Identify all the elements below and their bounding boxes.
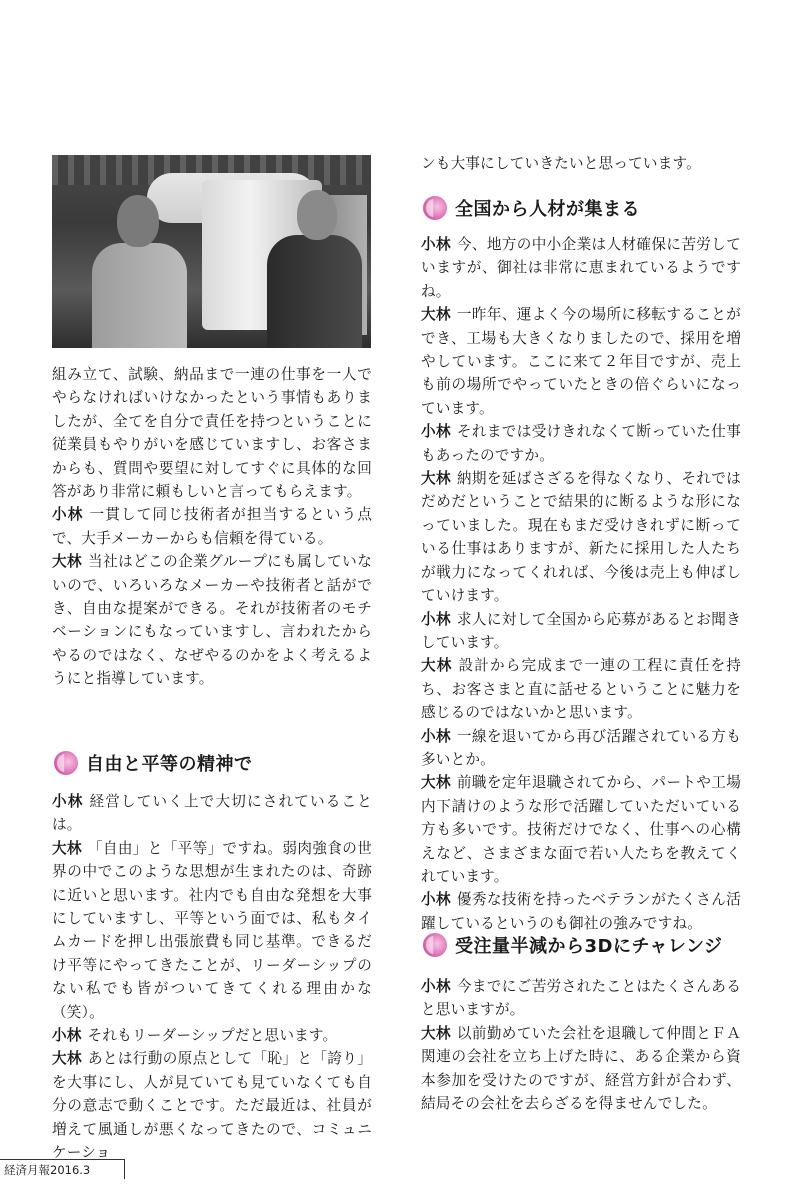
left-text-top	[52, 363, 372, 691]
dialogue-paragraph	[421, 467, 741, 607]
section-heading-label: 自由と平等の精神で	[86, 754, 253, 775]
section-heading-label: 全国から人材が集まる	[455, 199, 640, 220]
dialogue-text: 経営していく上で大切にされていることは。	[52, 793, 372, 834]
section-heading	[423, 930, 723, 960]
dialogue-text: 一貫して同じ技術者が担当するという点で、大手メーカーからも信頼を得ている。	[52, 506, 372, 547]
photo-person-left	[92, 195, 187, 348]
photo-person-right	[267, 190, 362, 348]
intro-paragraph: 組み立て、試験、納品まで一連の仕事を一人でやらなければいけなかったという事情もありましたが、全てを自分で責任を持つということに従業員もやりがいを感じていますし、お客さまからも、質問や要望に対してすぐに具体的な回答があり非常に頼もしいと言ってもらえます。	[52, 366, 372, 501]
dialogue-paragraph	[52, 503, 372, 550]
section-heading	[54, 748, 253, 778]
dialogue-text: 以前勤めていた会社を退職して仲間とＦＡ関連の会社を立ち上げた時に、ある企業から資本参加を受けたのですが、経営方針が合わず、結局その会社を去らざるを得ませんでした。	[421, 1024, 741, 1113]
dialogue-paragraph	[421, 233, 741, 303]
dialogue-text: 一線を退いてから再び活躍されている方も多いとか。	[421, 727, 741, 768]
dialogue-paragraph	[421, 303, 741, 420]
dialogue-paragraph	[52, 1047, 372, 1164]
speaker-name: 小林	[52, 793, 84, 810]
section-heading	[423, 193, 640, 223]
speaker-name: 小林	[421, 727, 451, 745]
speaker-name: 大林	[421, 1024, 451, 1042]
dialogue-text: 優秀な技術を持ったベテランがたくさん活躍しているというのも御社の強みですね。	[421, 891, 741, 932]
dialogue-paragraph	[52, 550, 372, 690]
dialogue-paragraph	[421, 654, 741, 724]
speaker-name: 大林	[52, 1050, 82, 1068]
dialogue-text: それもリーダーシップだと思います。	[87, 1027, 338, 1045]
dialogue-paragraph	[421, 771, 741, 888]
dialogue-paragraph	[52, 837, 372, 1024]
pink-circle-bullet-icon	[423, 196, 447, 220]
section-heading-label: 受注量半減から3Dにチャレンジ	[455, 936, 723, 957]
dialogue-paragraph	[421, 888, 741, 935]
speaker-name: 大林	[421, 306, 451, 324]
dialogue-text: 今までにご苦労されたことはたくさんあると思いますが。	[421, 978, 741, 1019]
speaker-name: 小林	[421, 891, 451, 909]
dialogue-paragraph	[421, 725, 741, 772]
dialogue-text: 一昨年、運よく今の場所に移転することができ、工場も大きくなりましたので、採用を増やしています。ここに来て２年目ですが、売上も前の場所でやっていたときの倍ぐらいになっています。	[421, 306, 741, 417]
dialogue-paragraph	[421, 975, 741, 1022]
speaker-name: 小林	[421, 610, 451, 628]
dialogue-paragraph	[421, 420, 741, 467]
dialogue-text: 設計から完成まで一連の工程に責任を持ち、お客さまと直に話せるということに魅力を感じるのではないかと思います。	[421, 657, 741, 722]
speaker-name: 大林	[52, 839, 82, 857]
speaker-name: 大林	[52, 553, 83, 571]
page-footer-label: 経済月報2016.3	[0, 1159, 125, 1179]
dialogue-paragraph	[421, 608, 741, 655]
speaker-name: 小林	[52, 1027, 82, 1045]
dialogue-text: それまでは受けきれなくて断っていた仕事もあったのですか。	[421, 423, 741, 464]
right-text-cont	[421, 152, 741, 175]
continuation-text: ンも大事にしていきたいと思っています。	[421, 155, 701, 172]
pink-circle-bullet-icon	[54, 751, 78, 775]
dialogue-paragraph	[52, 1024, 372, 1047]
left-text-bottom	[52, 790, 372, 1165]
speaker-name: 大林	[421, 657, 453, 675]
dialogue-paragraph	[52, 790, 372, 837]
speaker-name: 小林	[421, 423, 451, 441]
dialogue-text: あとは行動の原点として「恥」と「誇り」を大事にし、人が見ていても見ていなくても自分の意志で動くことです。ただ最近は、社員が増えて風通しが悪くなってきたので、コミュニケーショ	[52, 1050, 372, 1162]
speaker-name: 小林	[52, 506, 84, 524]
dialogue-text: 求人に対して全国から応募があるとお聞きしています。	[421, 610, 741, 651]
right-text-middle	[421, 233, 741, 935]
dialogue-text: 当社はどこの企業グループにも属していないので、いろいろなメーカーや技術者と話ができ、自由な提案ができる。それが技術者のモチベーションにもなっていますし、言われたからやるのではなく、なぜやるのかをよく考えるようにと指導しています。	[52, 553, 372, 688]
dialogue-paragraph	[421, 1022, 741, 1116]
pink-circle-bullet-icon	[423, 933, 447, 957]
right-text-bottom	[421, 975, 741, 1115]
speaker-name: 小林	[421, 978, 451, 995]
speaker-name: 大林	[421, 470, 451, 488]
dialogue-text: 今、地方の中小企業は人材確保に苦労していますが、御社は非常に恵まれているようですね。	[421, 236, 741, 300]
dialogue-text: 「自由」と「平等」ですね。弱肉強食の世界の中でこのような思想が生まれたのは、奇跡に近いと思います。社内でも自由な発想を大事にしていますし、平等という面では、私もタイムカードを押し出張旅費も同じ基準。できるだけ平等にやってきたことが、リーダーシップのない私でも皆がついてきてくれる理由かな（笑）。	[52, 839, 372, 1021]
article-photo	[52, 155, 371, 348]
dialogue-text: 納期を延ばさざるを得なくなり、それではだめだということで結果的に断るような形になっていました。現在もまだ受けきれずに断っている仕事はありますが、新たに採用した人たちが戦力になってくれれば、今後は売上も伸ばしていけます。	[421, 470, 741, 605]
speaker-name: 大林	[421, 774, 451, 792]
speaker-name: 小林	[421, 236, 451, 253]
dialogue-text: 前職を定年退職されてから、パートや工場内下請けのような形で活躍していただいている方も多いです。技術だけでなく、仕事への心構えなど、さまざまな面で若い人たちを教えてくれています。	[421, 774, 741, 885]
